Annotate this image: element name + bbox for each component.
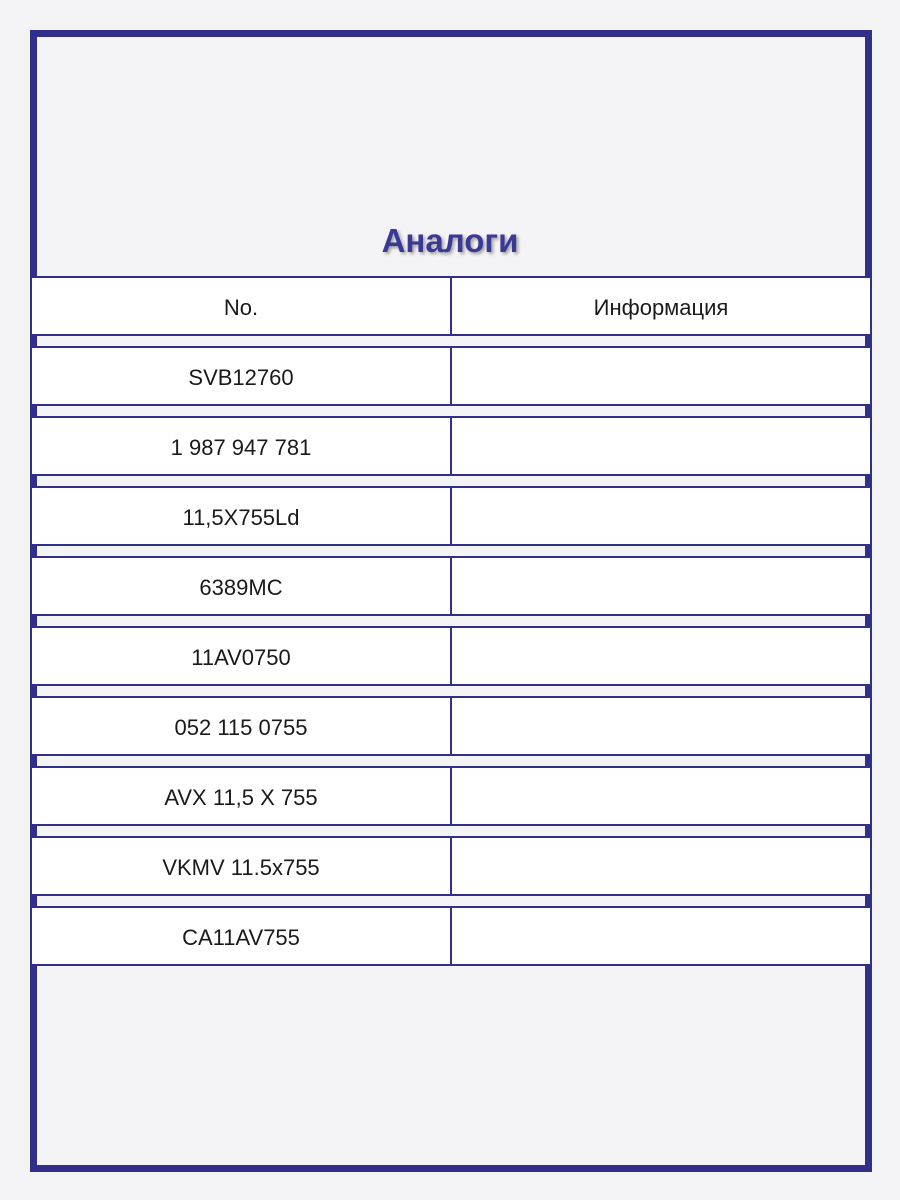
cell-info bbox=[451, 836, 872, 896]
cell-no: SVB12760 bbox=[30, 346, 451, 406]
table-row bbox=[30, 766, 872, 828]
table-row bbox=[30, 486, 872, 548]
table-row bbox=[30, 836, 872, 898]
column-header-no: No. bbox=[30, 276, 451, 336]
cell-info bbox=[451, 626, 872, 686]
cell-no: VKMV 11.5x755 bbox=[30, 836, 451, 896]
table-row bbox=[30, 626, 872, 688]
cell-info bbox=[451, 906, 872, 966]
table-row bbox=[30, 696, 872, 758]
table-row bbox=[30, 556, 872, 618]
table-header-row bbox=[30, 276, 872, 338]
table-row bbox=[30, 346, 872, 408]
cell-info bbox=[451, 416, 872, 476]
table-row bbox=[30, 416, 872, 478]
cell-info bbox=[451, 766, 872, 826]
cell-info bbox=[451, 486, 872, 546]
column-header-info: Информация bbox=[451, 276, 872, 336]
cell-no: 052 115 0755 bbox=[30, 696, 451, 756]
cell-info bbox=[451, 556, 872, 616]
cell-no: CA11AV755 bbox=[30, 906, 451, 966]
page-title: Аналоги bbox=[381, 222, 519, 259]
cell-no: 11AV0750 bbox=[30, 626, 451, 686]
cell-info bbox=[451, 346, 872, 406]
cell-no: 1 987 947 781 bbox=[30, 416, 451, 476]
cell-no: 11,5X755Ld bbox=[30, 486, 451, 546]
table-row bbox=[30, 906, 872, 968]
cell-no: AVX 11,5 X 755 bbox=[30, 766, 451, 826]
cell-no: 6389MC bbox=[30, 556, 451, 616]
cell-info bbox=[451, 696, 872, 756]
